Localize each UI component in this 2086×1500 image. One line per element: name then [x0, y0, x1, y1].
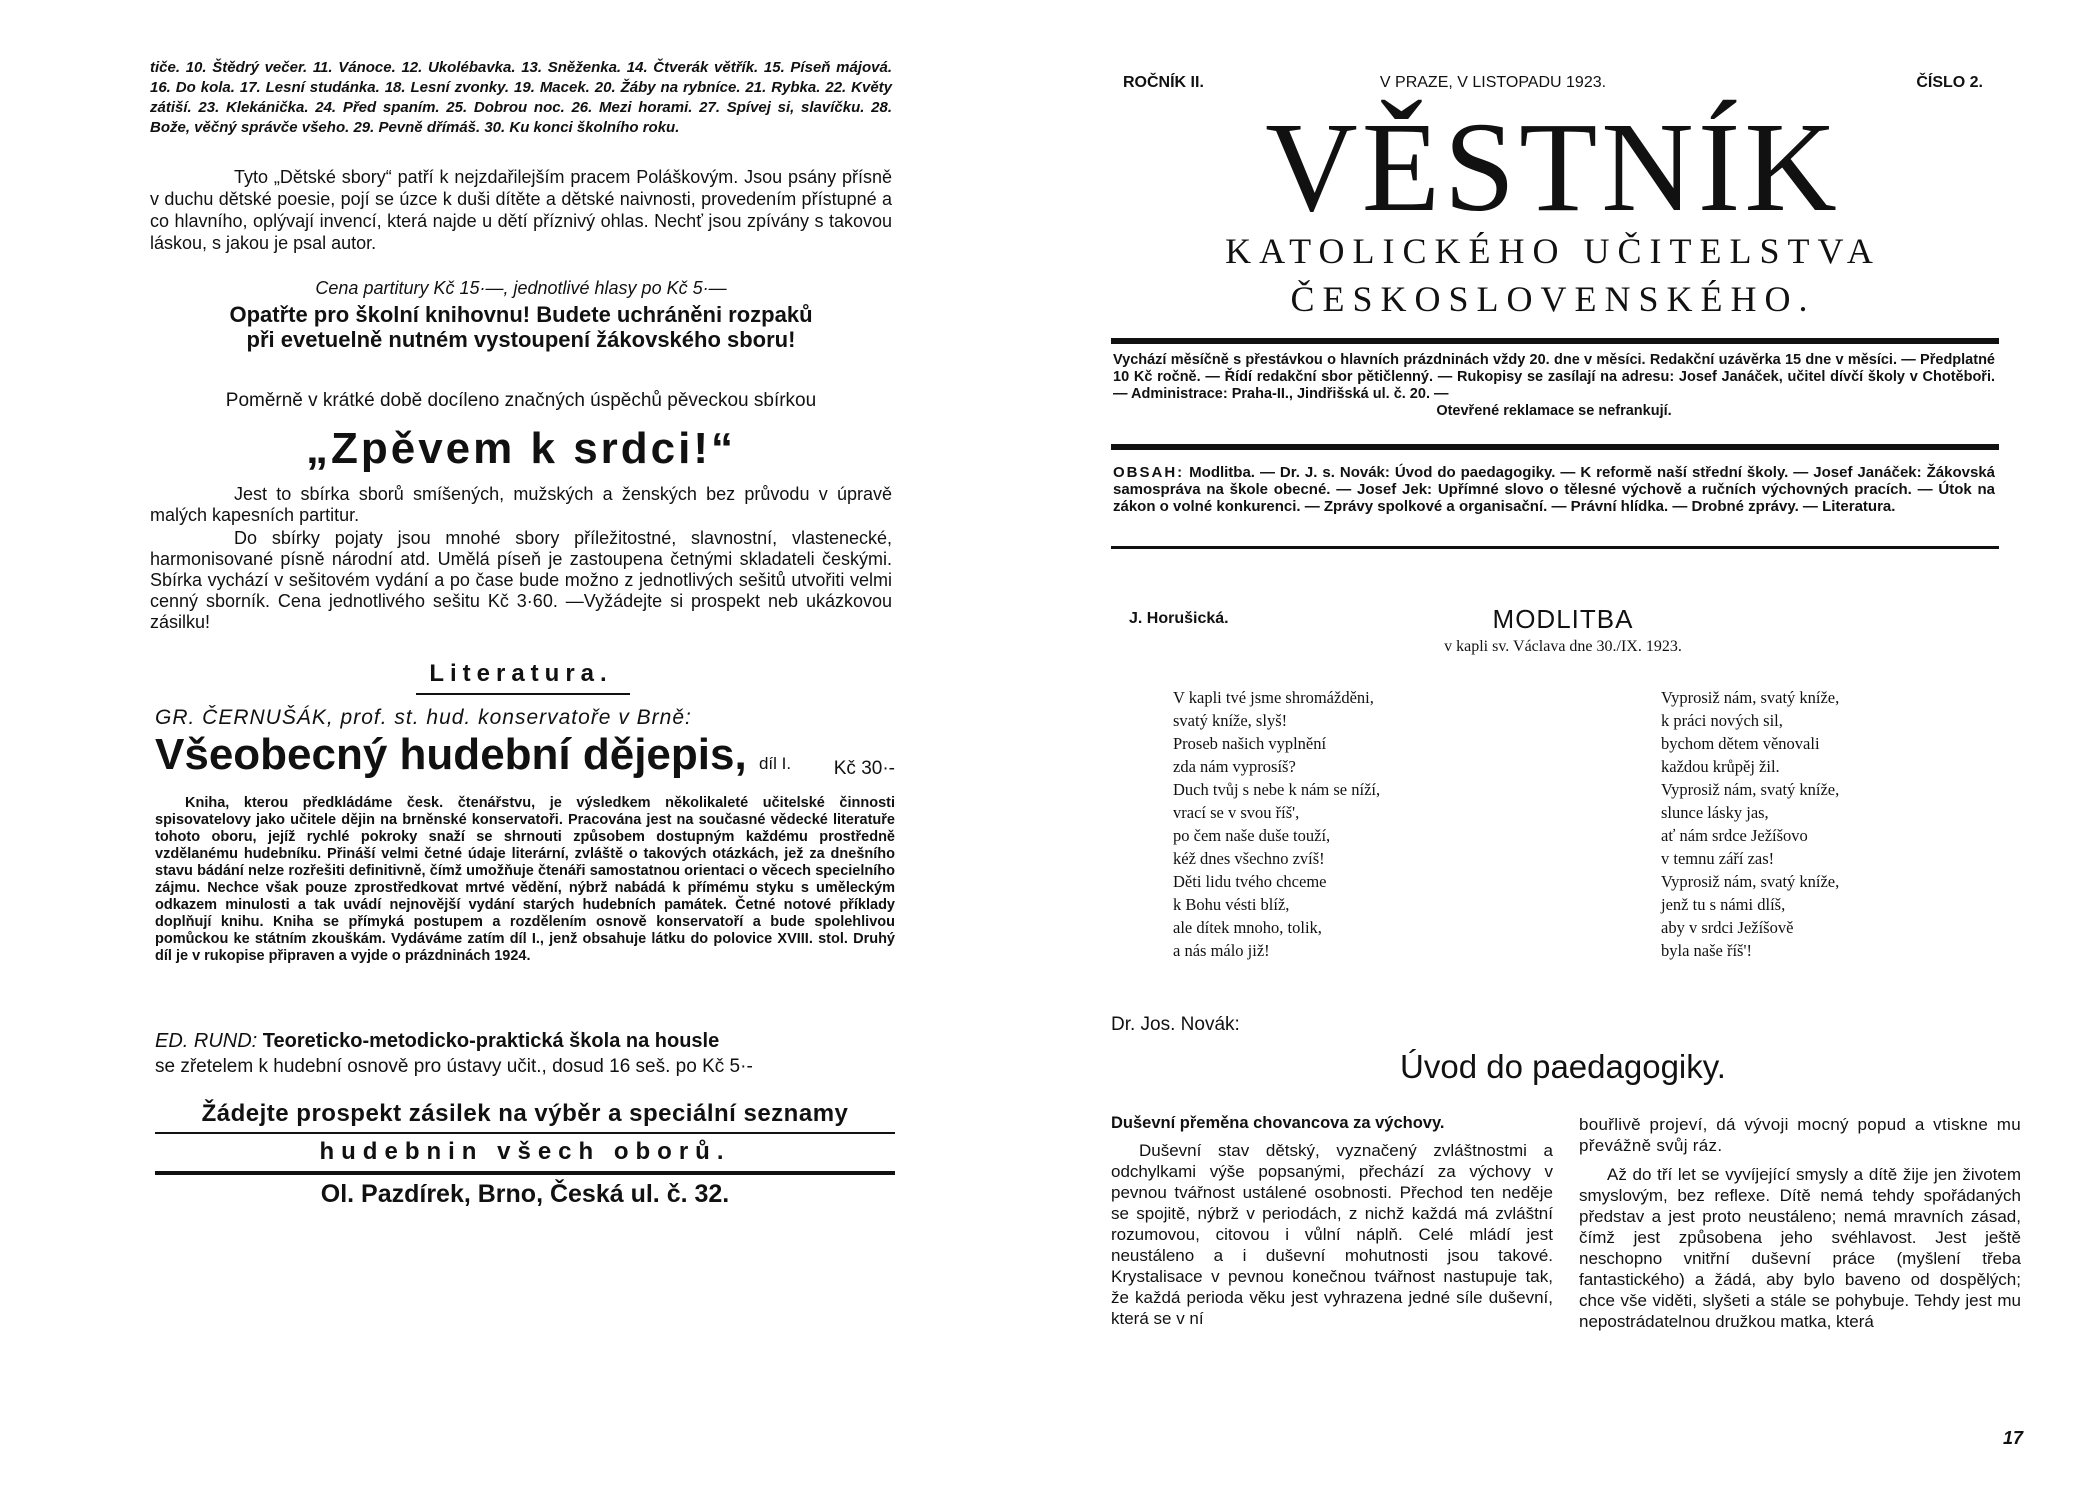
- column-1-heading: Duševní přeměna chovancova za výchovy.: [1111, 1114, 1445, 1132]
- volume-label: ROČNÍK II.: [1123, 74, 1204, 91]
- issue-date: V PRAZE, V LISTOPADU 1923.: [1379, 74, 1607, 91]
- publication-info-last: Otevřené reklamace se nefrankují.: [1436, 403, 1672, 419]
- rund-title-line: [155, 1030, 895, 1053]
- column-2-text-2: Až do tří let se vyvíjející smysly a dítě žije jen životem smyslovým, bez reflexe. Dítě nemá tehdy spořádaných představ a jest proto neustáleno; nemá mravních zásad, čímž jest způsobena jeho svéhlavost. Jest ještě neschopno vnitřní duševní práce (myšlení třeba fantastického) a žádá, aby bylo baveno od dospělých; chce vše viděti, slyšeti a stále se pohybuje. Tehdy jest mu nepostrádatelnou družkou matka, která: [1579, 1165, 2021, 1331]
- poem-title: MODLITBA: [1492, 604, 1634, 634]
- appeal-rule-1: [155, 1132, 895, 1134]
- zpevem-description: Jest to sbírka sborů smíšených, mužských a ženských bez průvodu v úpravě malých kapesních partitur.: [150, 484, 892, 525]
- dejepis-title-line: [155, 730, 895, 780]
- obsah-text: Modlitba. — Dr. J. s. Novák: Úvod do paedagogiky. — K reformě naší střední školy. — Josef Janáček: Žákovská samospráva na škole obecné. — Josef Jek: Upřímné slovo o tělesné výchově a ručních výchovných pracích. — Útok na zákon o volné konkurenci. — Zprávy spolkové a organisační. — Právní hlídka. — Drobné zprávy. — Literatura.: [1113, 464, 1996, 515]
- dejepis-description: Kniha, kterou předkládáme česk. čtenářstvu, je výsledkem několikaleté učitelské činnosti spisovatelovy jako učitele dějin na brněnské konservatoři. Pracována jest na současné vědecké literatuře tohoto oboru, jejíž rychlé pokroky snaží se shrnouti způsobem dostupným každému prostředně vzdělanému hudebníku. Přináší velmi četné údaje literární, zvláště o takových otázkách, jež za dnešního stavu bádání nelze rozřešiti definitivně, čímž umožňuje čtenáři samostatnou orientaci o věcech specielního zájmu. Nechce však pouze zprostředkovat mrtvé vědění, nýbrž nabádá k přímému styku s uměleckým odkazem minulosti a tak uvádí nejnovější vydání starých hudebních památek. Četné notové příklady doplňují knihu. Kniha se přímyká postupem a rozdělením osnově konservatoří a bude spolehlivou pomůckou ke státním zkouškám. Vydáváme zatím díl I., jenž obsahuje látku do polovice XVIII. stol. Druhý díl je v rukopise připraven a vyjde o prázdninách 1924.: [155, 795, 895, 964]
- dejepis-part: díl I.: [758, 754, 792, 773]
- zpevem-title: „Zpěvem k srdci!“: [305, 424, 737, 473]
- dejepis-price: Kč 30·-: [833, 758, 895, 779]
- price-line: Cena partitury Kč 15·—, jednotlivé hlasy po Kč 5·—: [315, 278, 727, 298]
- article-title: Úvod do paedagogiky.: [1400, 1048, 1726, 1085]
- table-of-contents: [1113, 464, 1995, 515]
- literatura-heading: Literatura.: [429, 660, 613, 687]
- publication-info-text: Vychází měsíčně s přestávkou o hlavních prázdninách vždy 20. dne v měsíci. Redakční uzávěrka 15 dne v měsíci. — Předplatné 10 Kč ročně. — Řídí redakční sbor pětičlenný. — Rukopisy se zasílají na adresu: Josef Janáček, učitel dívčí školy v Chotěboři. — Administrace: Praha-II., Jindřišská ul. č. 20. —: [1113, 352, 1995, 402]
- sbory-description: Tyto „Dětské sbory“ patří k nejzdařilejším pracem Poláškovým. Jsou psány přísně v duchu dětské poesie, pojí se úzce k duši dítěte a dětské naivnosti, provedením přístupné a co hlavního, oplývají invencí, která najde u dětí příznivý ohlas. Nechť jsou zpívány s takovou láskou, s jakou je psal autor.: [150, 167, 892, 253]
- poem-column-2: Vyprosiž nám, svatý kníže, k práci nových sil, bychom dětem věnovali každou krůpěj žil. Vyprosiž nám, svatý kníže, slunce lásky jas, ať nám srdce Ježíšovo v temnu září zas! Vyprosiž nám, svatý kníže, jenž tu s námi dlíš, aby v srdci Ježíšově byla naše říš'!: [1661, 688, 1840, 960]
- masthead-title: VĚSTNÍK: [1265, 96, 1841, 238]
- appeal-rule-2: [155, 1171, 895, 1175]
- poem-column-1: V kapli tvé jsme shromážděni, svatý kníže, slyš! Proseb našich vyplnění zda nám vyprosíš? Duch tvůj s nebe k nám se níží, vrací se v svou říš', po čem naše duše touží, kéž dnes všechno zvíš! Děti lidu tvého chceme k Bohu vésti blíž, ale dítek mnoho, tolik, a nás málo již!: [1173, 688, 1381, 960]
- issue-number: ČÍSLO 2.: [1916, 74, 1983, 91]
- hudebnin-line: hudebnin všech oborů.: [319, 1138, 731, 1165]
- right-page: [1043, 0, 2086, 1500]
- rund-details: se zřetelem k hudební osnově pro ústavy učit., dosud 16 seš. po Kč 5·-: [155, 1056, 753, 1077]
- appeal-line-2: při evetuelně nutném vystoupení žákovského sboru!: [246, 327, 796, 352]
- masthead-subtitle-2: ČESKOSLOVENSKÉHO.: [1290, 279, 1816, 319]
- info-rule: [1111, 444, 1999, 450]
- zpevem-description-2: Do sbírky pojaty jsou mnohé sbory příležitostné, slavnostní, vlastenecké, harmonisované písně národní atd. Umělá píseň je zastoupena četnými skladateli českými. Sbírka vychází v sešitovém vydání a po čase bude možno z jednotlivých sešitů utvořiti velmi cenný sborník. Cena jednotlivého sešitu Kč 3·60. —Vyžádejte si prospekt neb ukázkovou zásilku!: [150, 528, 892, 632]
- contents-rule: [1111, 546, 1999, 549]
- poem-subtitle: v kapli sv. Václava dne 30./IX. 1923.: [1444, 638, 1682, 655]
- prospekt-appeal: Žádejte prospekt zásilek na výběr a speciální seznamy: [201, 1100, 849, 1127]
- school-library-appeal: [150, 302, 892, 352]
- appeal-line-1: Opatřte pro školní knihovnu! Budete uchráněni rozpaků: [229, 302, 813, 327]
- rund-title: Teoreticko-metodicko-praktická škola na housle: [262, 1030, 720, 1052]
- publication-info: [1113, 352, 1995, 420]
- song-list: tiče. 10. Štědrý večer. 11. Vánoce. 12. Ukolébavka. 13. Sněženka. 14. Čtverák větřík. 15. Píseň májová. 16. Do kola. 17. Lesní studánka. 18. Lesní zvonky. 19. Macek. 20. Žáby na rybníce. 21. Rybka. 22. Květy zátiší. 23. Klekánička. 24. Před spaním. 25. Dobrou noc. 26. Mezi horami. 27. Spívej si, slavíčku. 28. Bože, věčný správče všeho. 29. Pevně dřímáš. 30. Ku konci školního roku.: [150, 59, 892, 136]
- cernusak-author: GR. ČERNUŠÁK, prof. st. hud. konservatoře v Brně:: [155, 706, 692, 729]
- literatura-underline: [416, 693, 630, 695]
- rund-author: ED. RUND:: [155, 1030, 258, 1052]
- masthead-rule: [1111, 338, 1999, 344]
- pomerne-line: Poměrně v krátké době docíleno značných úspěchů pěveckou sbírkou: [225, 390, 817, 411]
- dejepis-title: Všeobecný hudební dějepis,: [155, 730, 747, 779]
- obsah-label: OBSAH:: [1113, 464, 1185, 481]
- article-author: Dr. Jos. Novák:: [1111, 1014, 1240, 1035]
- poem-author: J. Horušická.: [1129, 610, 1229, 627]
- page-number: 17: [2002, 1428, 2023, 1448]
- column-2-text-1: bouřlivě projeví, dá vývoji mocný popud a vtiskne mu převážně svůj ráz.: [1579, 1115, 2021, 1155]
- masthead-subtitle-1: KATOLICKÉHO UČITELSTVA: [1225, 231, 1881, 271]
- column-1-text: Duševní stav dětský, vyznačený zvláštnostmi a odchylkami výše popsanými, přechází za výchovy v pevnou tvářnost ustálené osobnosti. Přechod ten neděje se spojitě, nýbrž v periodách, z nichž každá má zvláštní rozumovou, citovou i vůlní náplň. Celé mládí jest neustáleno a i duševní mohutnosti jsou takové. Krystalisace v pevnou konečnou tvářnost nastupuje tak, že každá perioda věku jest vyhrazena jedné síle duševní, která se v ní: [1111, 1141, 1553, 1328]
- publisher-address: Ol. Pazdírek, Brno, Česká ul. č. 32.: [320, 1180, 730, 1208]
